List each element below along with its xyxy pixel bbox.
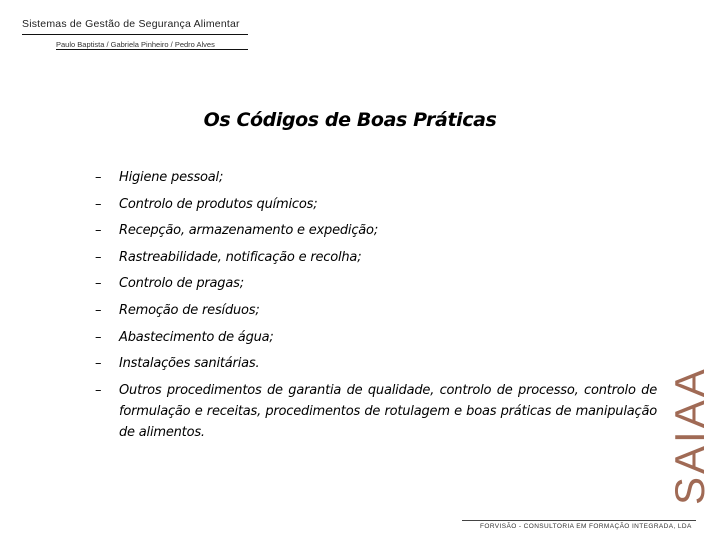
list-item xyxy=(95,247,657,268)
slide-title: Os Códigos de Boas Práticas xyxy=(203,109,497,131)
list-item xyxy=(95,273,657,294)
bullet-list xyxy=(95,167,657,448)
bullet-dash: – xyxy=(95,249,102,265)
list-item-text: Controlo de pragas; xyxy=(119,276,244,292)
header-authors: Paulo Baptista / Gabriela Pinheiro / Pedro Alves xyxy=(56,40,215,49)
header-title: Sistemas de Gestão de Segurança Alimentar xyxy=(22,18,240,30)
list-item-text: Remoção de resíduos; xyxy=(119,302,260,318)
list-item-text: Recepção, armazenamento e expedição; xyxy=(119,223,378,239)
header-divider-secondary xyxy=(56,49,248,50)
bullet-dash: – xyxy=(95,170,102,185)
list-item-text: Rastreabilidade, notificação e recolha; xyxy=(119,249,362,265)
saiaa-logo: SAIAA xyxy=(666,366,713,505)
list-item xyxy=(95,220,657,241)
list-item xyxy=(95,353,657,374)
list-item xyxy=(95,380,657,443)
bullet-dash: – xyxy=(95,302,102,318)
footer-company: FORVISÃO - CONSULTORIA EM FORMAÇÃO INTEGRADA, LDA xyxy=(480,523,692,530)
header-divider xyxy=(22,34,248,35)
list-item-text: Higiene pessoal; xyxy=(119,170,224,185)
list-item xyxy=(95,194,657,215)
list-item-text: Abastecimento de água; xyxy=(119,329,274,345)
list-item xyxy=(95,167,657,188)
list-item-text: Controlo de produtos químicos; xyxy=(119,196,318,212)
list-item xyxy=(95,300,657,321)
list-item-text: Instalações sanitárias. xyxy=(119,356,260,372)
bullet-dash: – xyxy=(95,356,102,372)
bullet-dash: – xyxy=(95,223,102,239)
bullet-dash: – xyxy=(95,382,102,398)
bullet-dash: – xyxy=(95,276,102,292)
list-item xyxy=(95,327,657,348)
bullet-dash: – xyxy=(95,329,102,345)
list-item-text: Outros procedimentos de garantia de qualidade, controlo de processo, controlo de formulação e receitas, procedimentos de rotulagem e boas práticas de manipulação de alimentos. xyxy=(119,382,657,440)
footer-divider xyxy=(462,520,696,521)
bullet-dash: – xyxy=(95,196,102,212)
